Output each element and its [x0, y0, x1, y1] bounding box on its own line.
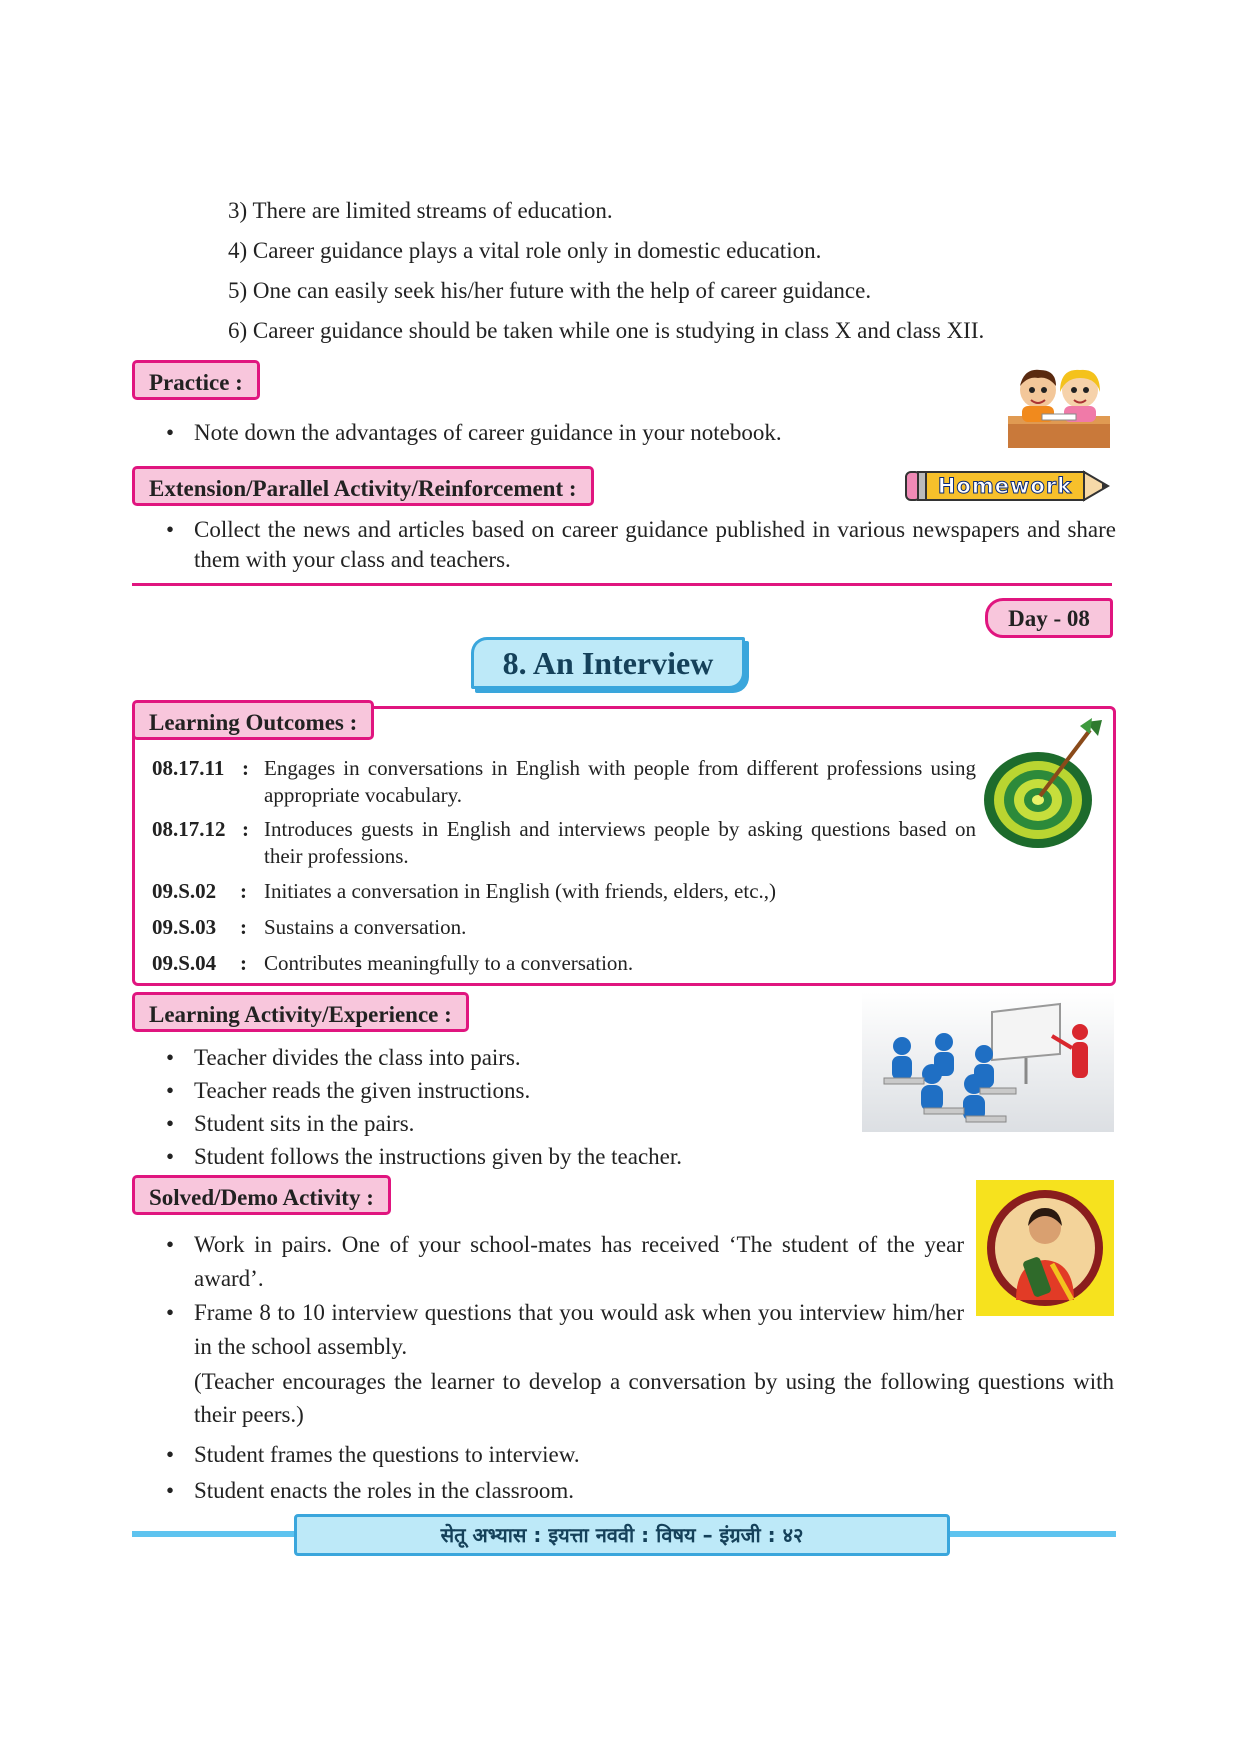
outcome-row: 09.S.04 : Contributes meaningfully to a conversation.: [152, 950, 982, 978]
list-item: 6) Career guidance should be taken while one is studying in class X and class XII.: [228, 318, 985, 343]
target-arrow-icon: [982, 716, 1106, 852]
list-item: 3) There are limited streams of education.: [228, 198, 613, 223]
solved-demo-list-continued: [160, 1438, 1020, 1510]
list-item: • Note down the advantages of career guidance in your notebook.: [166, 420, 782, 445]
classroom-illustration: [862, 992, 1114, 1132]
outcome-text: Initiates a conversation in English (with friends, elders, etc.,): [264, 879, 777, 903]
extension-list: [160, 515, 1116, 575]
solved-demo-list: [160, 1228, 964, 1364]
list-item: • Collect the news and articles based on career guidance published in various newspapers and share them with your class and teachers.: [166, 517, 1116, 572]
outcome-code: 09.S.03: [152, 915, 217, 939]
outcome-code: 09.S.04: [152, 951, 217, 975]
practice-list: [160, 418, 920, 448]
outcome-code: 09.S.02: [152, 879, 217, 903]
learning-outcomes-label: Learning Outcomes :: [132, 700, 374, 740]
practice-label: Practice :: [132, 360, 260, 400]
list-item: • Student sits in the pairs.: [166, 1111, 415, 1136]
homework-text: Homework: [937, 474, 1073, 498]
section-divider: [132, 583, 1112, 586]
teacher-note: (Teacher encourages the learner to develop a conversation by using the following questions with their peers.): [194, 1369, 1114, 1427]
outcome-row: 09.S.03 : Sustains a conversation.: [152, 914, 982, 942]
teacher-illustration: [976, 1180, 1114, 1316]
outcome-row: 08.17.12 : Introduces guests in English and interviews people by asking questions based on their professions.: [152, 817, 976, 868]
list-item: • Work in pairs. One of your school-mates has received ‘The student of the year award’.: [166, 1232, 964, 1291]
outcome-text: Engages in conversations in English with people from different professions using appropriate vocabulary.: [264, 756, 976, 807]
list-item: 5) One can easily seek his/her future with the help of career guidance.: [228, 278, 872, 303]
day-badge: Day - 08: [985, 598, 1113, 638]
solved-demo-label: Solved/Demo Activity :: [132, 1175, 391, 1215]
list-item: • Student follows the instructions given by the teacher.: [166, 1144, 683, 1169]
children-studying-illustration: [1004, 362, 1114, 450]
outcome-text: Contributes meaningfully to a conversation.: [264, 951, 634, 975]
outcome-code: 08.17.11: [152, 756, 225, 780]
list-item: • Teacher reads the given instructions.: [166, 1078, 531, 1103]
list-item: • Student enacts the roles in the classroom.: [166, 1478, 575, 1503]
outcome-code: 08.17.12: [152, 817, 226, 841]
list-item: • Frame 8 to 10 interview questions that you would ask when you interview him/her in the school assembly.: [166, 1300, 964, 1359]
learning-activity-list: [160, 1043, 860, 1175]
outcome-row: 08.17.11 : Engages in conversations in English with people from different professions using appropriate vocabulary.: [152, 756, 976, 807]
extension-label: Extension/Parallel Activity/Reinforcement :: [132, 466, 594, 506]
homework-pencil-badge: [904, 468, 1114, 504]
learning-activity-label: Learning Activity/Experience :: [132, 992, 469, 1032]
list-item: • Student frames the questions to interview.: [166, 1442, 580, 1467]
numbered-list: [228, 193, 1108, 353]
outcome-text: Sustains a conversation.: [264, 915, 467, 939]
page-footer: सेतू अभ्यास : इयत्ता नववी : विषय – इंग्रजी : ४२: [294, 1514, 950, 1556]
list-item: • Teacher divides the class into pairs.: [166, 1045, 521, 1070]
chapter-title: 8. An Interview: [471, 637, 745, 689]
outcome-row: 09.S.02 : Initiates a conversation in English (with friends, elders, etc.,): [152, 878, 982, 906]
list-item: 4) Career guidance plays a vital role only in domestic education.: [228, 238, 822, 263]
outcome-text: Introduces guests in English and interviews people by asking questions based on their professions.: [264, 817, 976, 868]
